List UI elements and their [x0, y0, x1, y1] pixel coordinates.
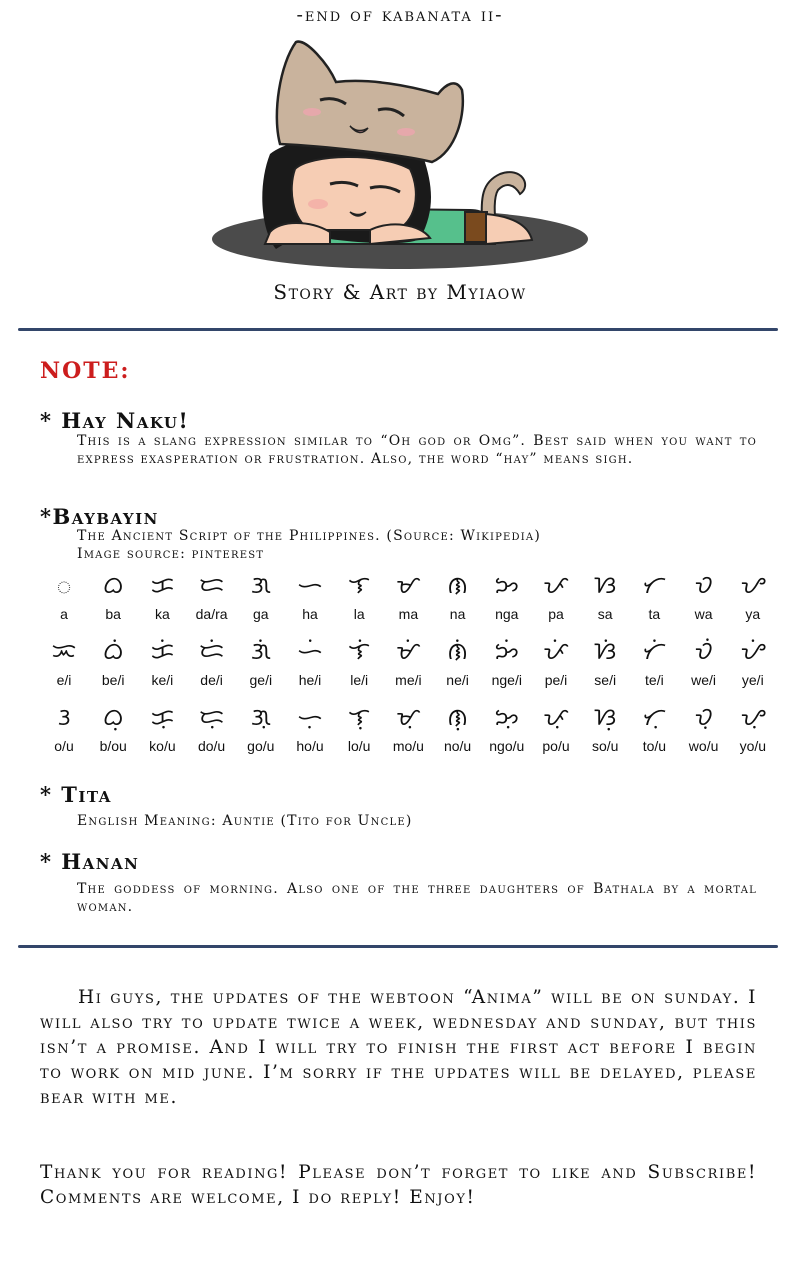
baybayin-glyph: ᜋᜒ — [396, 637, 421, 665]
baybayin-glyph: ᜄᜓ — [250, 703, 271, 731]
baybayin-glyph: ᜊᜓ — [102, 703, 124, 731]
baybayin-sound-label: ya — [745, 606, 761, 622]
baybayin-sound-label: ma — [398, 606, 419, 622]
baybayin-sound-label: e/i — [56, 672, 72, 688]
baybayin-sound-label: wo/u — [688, 738, 719, 754]
baybayin-cell — [89, 636, 137, 696]
baybayin-cell — [40, 702, 88, 762]
baybayin-sound-label: ta — [648, 606, 661, 622]
baybayin-sound-label: so/u — [591, 738, 619, 754]
baybayin-cell — [532, 702, 580, 762]
baybayin-glyph: ᜎ — [348, 571, 371, 599]
baybayin-cell — [286, 702, 334, 762]
baybayin-cell — [237, 570, 285, 630]
baybayin-cell — [237, 702, 285, 762]
baybayin-sound-label: sa — [597, 606, 613, 622]
baybayin-sound-label: ho/u — [296, 738, 324, 754]
baybayin-sound-label: ha — [302, 606, 318, 622]
baybayin-sound-label: te/i — [645, 672, 664, 688]
term-hanan: * Hanan — [40, 849, 140, 874]
baybayin-cell — [286, 636, 334, 696]
baybayin-sound-label: to/u — [642, 738, 667, 754]
baybayin-cell — [581, 570, 629, 630]
baybayin-glyph: ᜋᜓ — [396, 703, 421, 731]
baybayin-script-chart — [40, 570, 780, 760]
baybayin-cell — [532, 570, 580, 630]
baybayin-glyph: ᜋ — [396, 571, 421, 599]
baybayin-glyph: ᜉᜓ — [543, 703, 569, 731]
baybayin-glyph: ᜇᜓ — [199, 703, 225, 731]
baybayin-sound-label: b/ou — [99, 738, 127, 754]
definition-tita: English Meaning: Auntie (Tito for Uncle) — [77, 813, 413, 829]
baybayin-glyph: ᜆᜓ — [642, 703, 667, 731]
term-hay-naku: * Hay Naku! — [40, 408, 190, 433]
baybayin-glyph: ᜀ — [56, 571, 72, 599]
baybayin-sound-label: me/i — [395, 672, 422, 688]
baybayin-cell — [286, 570, 334, 630]
baybayin-cell — [89, 570, 137, 630]
baybayin-sound-label: ke/i — [151, 672, 174, 688]
baybayin-glyph: ᜏᜓ — [694, 703, 713, 731]
baybayin-sound-label: na — [449, 606, 466, 622]
baybayin-glyph: ᜇᜒ — [199, 637, 225, 665]
baybayin-glyph: ᜆ — [642, 571, 667, 599]
baybayin-cell — [138, 702, 186, 762]
baybayin-glyph: ᜌ — [740, 571, 766, 599]
baybayin-glyph: ᜈᜓ — [447, 703, 468, 731]
baybayin-row — [40, 636, 780, 696]
baybayin-sound-label: da/ra — [195, 606, 228, 622]
belt — [465, 212, 487, 242]
baybayin-glyph: ᜄ — [250, 571, 271, 599]
baybayin-cell — [40, 570, 88, 630]
face — [292, 157, 416, 230]
baybayin-sound-label: be/i — [101, 672, 125, 688]
baybayin-cell — [138, 636, 186, 696]
baybayin-glyph: ᜆᜒ — [642, 637, 667, 665]
baybayin-sound-label: no/u — [443, 738, 472, 754]
baybayin-cell — [434, 702, 482, 762]
baybayin-glyph: ᜏᜒ — [694, 637, 713, 665]
baybayin-cell — [680, 702, 728, 762]
baybayin-cell — [384, 570, 432, 630]
image-source: Image source: pinterest — [77, 546, 265, 562]
baybayin-glyph: ᜐᜓ — [594, 703, 617, 731]
baybayin-sound-label: nga — [495, 606, 519, 622]
baybayin-cell — [188, 636, 236, 696]
baybayin-glyph: ᜎᜓ — [348, 703, 371, 731]
baybayin-glyph: ᜑ — [297, 571, 323, 599]
baybayin-cell — [729, 702, 777, 762]
baybayin-cell — [483, 570, 531, 630]
baybayin-cell — [581, 636, 629, 696]
baybayin-sound-label: we/i — [691, 672, 717, 688]
baybayin-cell — [89, 702, 137, 762]
baybayin-glyph: ᜉᜒ — [543, 637, 569, 665]
term-tita: * Tita — [40, 782, 112, 807]
baybayin-glyph: ᜊ — [102, 571, 124, 599]
definition-baybayin — [77, 527, 757, 563]
baybayin-sound-label: ko/u — [149, 738, 176, 754]
baybayin-cell — [434, 636, 482, 696]
baybayin-glyph: ᜐ — [594, 571, 617, 599]
baybayin-glyph: ᜌᜓ — [740, 703, 766, 731]
divider-top — [18, 328, 778, 331]
credit-line: Story & Art by Myiaow — [273, 280, 527, 304]
definition-hanan: The goddess of morning. Also one of the three daughters of Bathala by a mortal woman. — [77, 881, 757, 915]
thank-you-message: Thank you for reading! Please don’t forget to like and Subscribe! Comments are welcome, I do reply! Enjoy! — [40, 1162, 757, 1208]
baybayin-sound-label: pe/i — [544, 672, 568, 688]
baybayin-sound-label: ngo/u — [489, 738, 525, 754]
baybayin-cell — [40, 636, 88, 696]
baybayin-glyph: ᜇ — [199, 571, 225, 599]
baybayin-cell — [335, 702, 383, 762]
baybayin-cell — [188, 702, 236, 762]
baybayin-description: The Ancient Script of the Philippines. (Source: Wikipedia) — [77, 528, 541, 544]
baybayin-sound-label: he/i — [298, 672, 322, 688]
baybayin-glyph: ᜂ — [57, 703, 71, 731]
baybayin-sound-label: po/u — [542, 738, 570, 754]
baybayin-glyph: ᜅᜓ — [494, 703, 519, 731]
baybayin-cell — [729, 636, 777, 696]
baybayin-glyph: ᜈ — [447, 571, 468, 599]
baybayin-sound-label: mo/u — [392, 738, 424, 754]
page-title: -end of kabanata ii- — [296, 4, 504, 26]
baybayin-cell — [630, 702, 678, 762]
baybayin-cell — [729, 570, 777, 630]
baybayin-cell — [384, 636, 432, 696]
baybayin-cell — [630, 636, 678, 696]
baybayin-sound-label: lo/u — [347, 738, 371, 754]
baybayin-sound-label: wa — [694, 606, 713, 622]
baybayin-sound-label: ba — [105, 606, 121, 622]
baybayin-glyph: ᜅᜒ — [494, 637, 519, 665]
baybayin-cell — [680, 636, 728, 696]
baybayin-sound-label: ka — [154, 606, 170, 622]
baybayin-sound-label: le/i — [350, 672, 369, 688]
cat-hat — [277, 42, 463, 162]
baybayin-cell — [384, 702, 432, 762]
baybayin-sound-label: pa — [548, 606, 564, 622]
baybayin-glyph: ᜁ — [51, 637, 77, 665]
term-baybayin: *Baybayin — [40, 504, 159, 529]
baybayin-sound-label: yo/u — [739, 738, 767, 754]
baybayin-glyph: ᜐᜒ — [594, 637, 617, 665]
baybayin-sound-label: a — [60, 606, 68, 622]
baybayin-row — [40, 702, 780, 762]
baybayin-cell — [532, 636, 580, 696]
sleeping-girl-cat-hat-illustration — [210, 34, 590, 274]
baybayin-sound-label: ge/i — [249, 672, 273, 688]
baybayin-sound-label: la — [353, 606, 365, 622]
baybayin-glyph: ᜎᜒ — [348, 637, 371, 665]
baybayin-glyph: ᜑᜓ — [297, 703, 323, 731]
baybayin-cell — [335, 636, 383, 696]
baybayin-glyph: ᜌᜒ — [740, 637, 766, 665]
baybayin-sound-label: go/u — [247, 738, 275, 754]
baybayin-glyph: ᜏ — [694, 571, 713, 599]
baybayin-glyph: ᜅ — [494, 571, 519, 599]
baybayin-glyph: ᜃᜒ — [150, 637, 175, 665]
baybayin-cell — [434, 570, 482, 630]
note-heading: NOTE: — [40, 358, 131, 384]
baybayin-cell — [581, 702, 629, 762]
baybayin-cell — [335, 570, 383, 630]
baybayin-cell — [680, 570, 728, 630]
baybayin-glyph: ᜊᜒ — [102, 637, 124, 665]
baybayin-sound-label: de/i — [200, 672, 223, 688]
baybayin-cell — [237, 636, 285, 696]
baybayin-row — [40, 570, 780, 630]
definition-hay-naku: This is a slang expression similar to “Oh god or Omg”. Best said when you want to express exasperation or frustration. Also, the word “hay” means sigh. — [77, 433, 757, 467]
baybayin-cell — [138, 570, 186, 630]
baybayin-sound-label: nge/i — [491, 672, 522, 688]
baybayin-cell — [483, 636, 531, 696]
baybayin-sound-label: do/u — [197, 738, 226, 754]
baybayin-cell — [630, 570, 678, 630]
divider-bottom — [18, 945, 778, 948]
baybayin-sound-label: o/u — [54, 738, 74, 754]
baybayin-sound-label: se/i — [594, 672, 617, 688]
update-message: Hi guys, the updates of the webtoon “Anima” will be on sunday. I will also try to update twice a week, wednesday and sunday, but this isn’t a promise. And I will try to finish the first act before I begin to work on mid june. I’m sorry if the updates will be delayed, please bear with me. — [40, 987, 757, 1108]
baybayin-cell — [483, 702, 531, 762]
baybayin-glyph: ᜃ — [150, 571, 175, 599]
baybayin-sound-label: ne/i — [446, 672, 469, 688]
baybayin-cell — [188, 570, 236, 630]
baybayin-glyph: ᜑᜒ — [297, 637, 323, 665]
baybayin-glyph: ᜃᜓ — [150, 703, 175, 731]
baybayin-glyph: ᜄᜒ — [250, 637, 271, 665]
baybayin-sound-label: ga — [253, 606, 269, 622]
baybayin-glyph: ᜉ — [543, 571, 569, 599]
baybayin-sound-label: ye/i — [741, 672, 764, 688]
baybayin-glyph: ᜈᜒ — [447, 637, 468, 665]
